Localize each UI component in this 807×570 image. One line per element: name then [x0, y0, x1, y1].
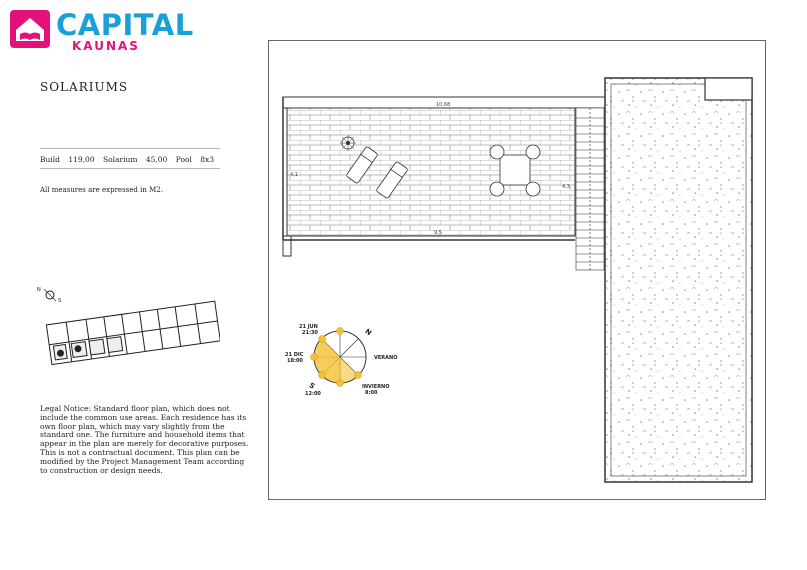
pool-value: 8x3 — [200, 155, 215, 164]
sun-dec-time: 18:00 — [287, 358, 303, 364]
page-title: SOLARIUMS — [40, 80, 129, 94]
legal-notice: Legal Notice: Standard floor plan, which does not include the common use areas. Each residence has its own floor plan, which may vary slightly from the standard one. The furniture and household items that appear in the plan are merely for decorative purposes. This is not a contractual document. This plan can be modified by the Project Management Team according to construction or design needs. — [40, 404, 249, 475]
sun-summer-time: 21:30 — [302, 330, 318, 336]
solarium-label: Solarium — [102, 155, 138, 164]
sun-south: S — [307, 381, 317, 391]
umbrella-icon — [340, 135, 356, 151]
garden-icon — [605, 78, 752, 482]
solarium-value: 45,00 — [145, 155, 168, 164]
sun-invierno-time: 8:00 — [365, 390, 378, 396]
brand-name: CAPITAL — [56, 8, 194, 42]
sun-south-time: 12:00 — [305, 391, 321, 397]
terrace-area — [283, 97, 605, 256]
dimension-left: 4,1 — [290, 172, 298, 178]
dimension-bottom: 9,5 — [434, 230, 442, 236]
build-value: 119,00 — [68, 155, 95, 164]
pool-label: Pool — [175, 155, 192, 164]
sun-dec-label: 21 DIC — [285, 352, 304, 358]
units-note: All measures are expressed in M2. — [40, 186, 163, 194]
brand-city: KAUNAS — [72, 39, 140, 53]
keyplan-compass-south: S — [58, 298, 62, 304]
dimension-top: 10,68 — [436, 102, 451, 108]
build-label: Build — [40, 155, 60, 164]
dimension-right: 4,3 — [562, 184, 570, 190]
keyplan-compass-north: N — [37, 287, 41, 293]
sun-path-diagram — [285, 324, 397, 397]
sun-summer-label: 21 JUN — [299, 324, 318, 330]
sun-invierno: INVIERNO — [362, 384, 390, 390]
staircase-icon — [576, 108, 604, 270]
sun-verano: VERANO — [374, 355, 398, 361]
sun-north: N — [363, 327, 373, 338]
